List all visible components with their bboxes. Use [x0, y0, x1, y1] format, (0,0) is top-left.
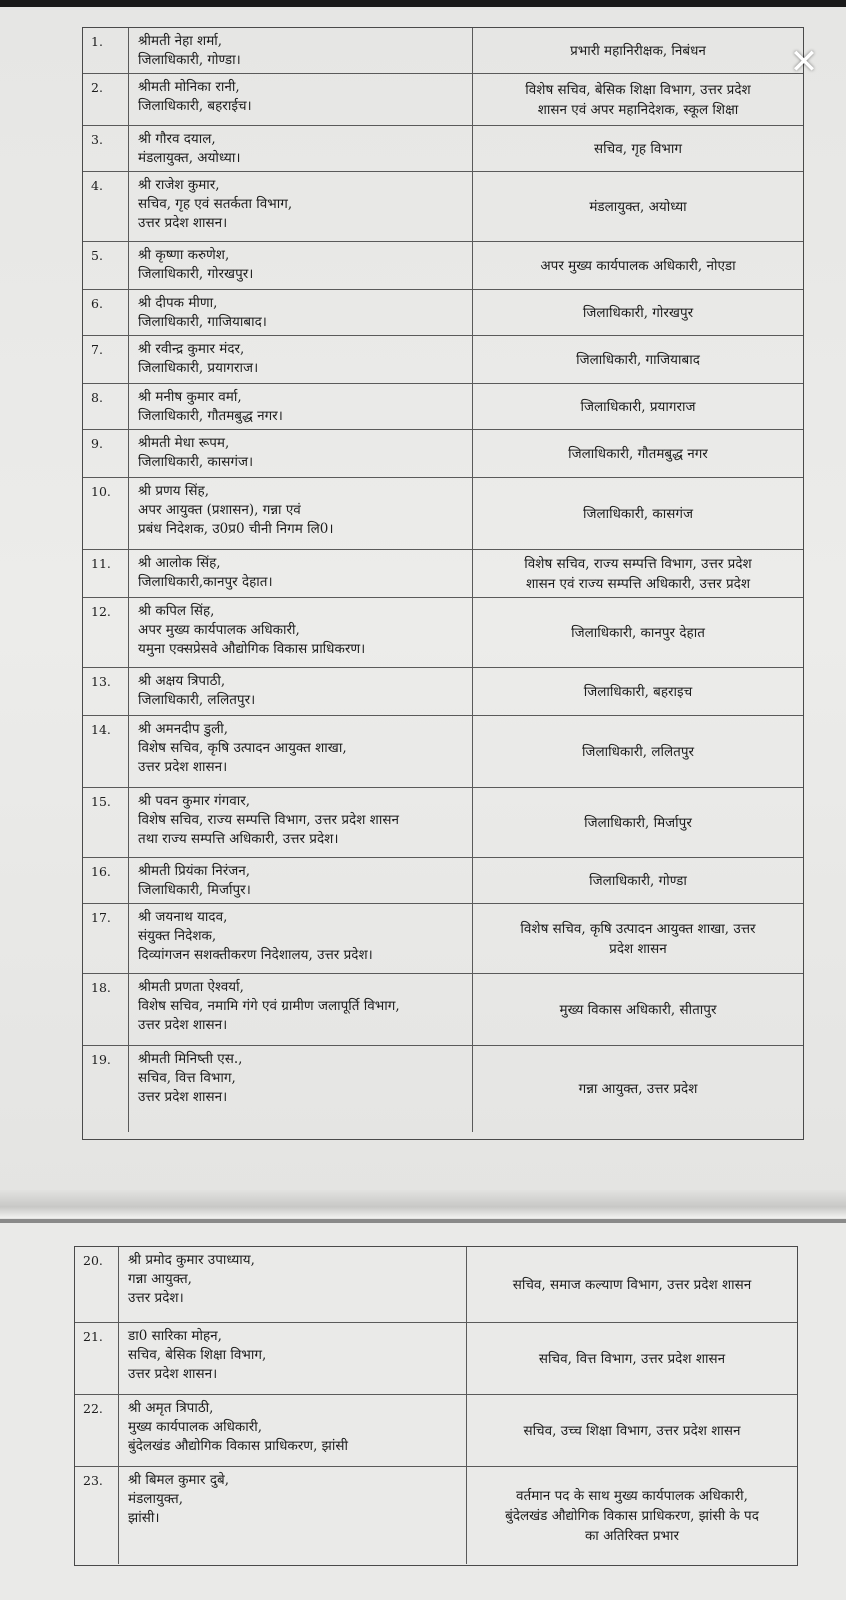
table-row	[83, 384, 803, 430]
table-row	[75, 1323, 797, 1395]
new-posting-cell	[473, 336, 803, 383]
serial-number-cell: 5.	[83, 242, 129, 289]
new-posting-text: वर्तमान पद के साथ मुख्य कार्यपालक अधिकारी, बुंदेलखंड औद्योगिक विकास प्राधिकरण, झांसी के पद का अतिरिक्त प्रभार	[505, 1487, 759, 1544]
table-row	[75, 1467, 797, 1564]
table-row	[83, 74, 803, 126]
table-row	[83, 788, 803, 858]
officer-detail-line: उत्तर प्रदेश।	[128, 1290, 184, 1306]
officer-detail-line: श्रीमती मिनिष्ती एस.,	[138, 1051, 243, 1067]
serial-number-cell: 17.	[83, 904, 129, 973]
serial-number-cell: 13.	[83, 668, 129, 715]
new-posting-text: सचिव, उच्च शिक्षा विभाग, उत्तर प्रदेश शासन	[523, 1422, 741, 1439]
new-posting-cell	[473, 28, 803, 73]
serial-number-cell: 23.	[75, 1467, 119, 1564]
new-posting-text: जिलाधिकारी, गोरखपुर	[582, 304, 694, 321]
new-posting-cell	[473, 858, 803, 903]
new-posting-cell	[467, 1395, 797, 1466]
officer-name-cell	[129, 550, 473, 597]
officer-detail-line: श्री रवीन्द्र कुमार मंदर,	[138, 341, 245, 357]
officer-detail-line: संयुक्त निदेशक,	[138, 928, 217, 944]
serial-number-cell: 2.	[83, 74, 129, 125]
officer-detail-line: श्रीमती प्रियंका निरंजन,	[138, 863, 251, 879]
serial-number-cell: 1.	[83, 28, 129, 73]
officer-detail-line: जिलाधिकारी, गोण्डा।	[138, 52, 241, 68]
new-posting-cell	[473, 598, 803, 667]
officer-name-cell	[129, 668, 473, 715]
new-posting-cell	[473, 788, 803, 857]
new-posting-cell	[473, 430, 803, 477]
new-posting-cell	[473, 1046, 803, 1132]
table-row	[83, 126, 803, 172]
officer-name-cell	[129, 1046, 473, 1132]
new-posting-text: विशेष सचिव, कृषि उत्पादन आयुक्त शाखा, उत्तर प्रदेश शासन	[520, 920, 756, 957]
officer-detail-line: झांसी।	[128, 1510, 160, 1526]
page-separator	[0, 1190, 846, 1218]
officer-detail-line: जिलाधिकारी, ललितपुर।	[138, 692, 256, 708]
new-posting-text: विशेष सचिव, राज्य सम्पत्ति विभाग, उत्तर प्रदेश शासन एवं राज्य सम्पत्ति अधिकारी, उत्तर प्रदेश	[524, 555, 752, 592]
officer-detail-line: तथा राज्य सम्पत्ति अधिकारी, उत्तर प्रदेश।	[138, 831, 339, 847]
officer-detail-line: श्री अमृत त्रिपाठी,	[128, 1400, 214, 1416]
officer-name-cell	[129, 384, 473, 429]
new-posting-text: विशेष सचिव, बेसिक शिक्षा विभाग, उत्तर प्रदेश शासन एवं अपर महानिदेशक, स्कूल शिक्षा	[525, 81, 751, 118]
officer-detail-line: बुंदेलखंड औद्योगिक विकास प्राधिकरण, झांसी	[128, 1438, 348, 1454]
officer-name-cell	[129, 126, 473, 171]
officer-name-cell	[129, 28, 473, 73]
new-posting-text: गन्ना आयुक्त, उत्तर प्रदेश	[578, 1081, 698, 1097]
new-posting-cell	[467, 1467, 797, 1564]
new-posting-text: मुख्य विकास अधिकारी, सीतापुर	[559, 1001, 717, 1018]
new-posting-cell	[467, 1247, 797, 1322]
officer-detail-line: श्री आलोक सिंह,	[138, 555, 221, 571]
officer-detail-line: श्रीमती मेधा रूपम,	[138, 435, 230, 451]
officer-detail-line: उत्तर प्रदेश शासन।	[138, 759, 228, 775]
officer-detail-line: जिलाधिकारी,कानपुर देहात।	[138, 574, 273, 590]
new-posting-text: अपर मुख्य कार्यपालक अधिकारी, नोएडा	[540, 257, 736, 274]
table-row	[83, 28, 803, 74]
officer-detail-line: विशेष सचिव, राज्य सम्पत्ति विभाग, उत्तर प्रदेश शासन	[138, 812, 399, 828]
close-viewer-button[interactable]: ✕	[789, 42, 819, 82]
officer-detail-line: श्री गौरव दयाल,	[138, 131, 216, 147]
new-posting-cell	[473, 384, 803, 429]
officer-name-cell	[129, 74, 473, 125]
serial-number-cell: 16.	[83, 858, 129, 903]
table-row	[83, 336, 803, 384]
table-row	[83, 430, 803, 478]
officer-detail-line: श्री दीपक मीणा,	[138, 295, 218, 311]
new-posting-text: जिलाधिकारी, कानपुर देहात	[571, 624, 705, 641]
officer-detail-line: श्रीमती मोनिका रानी,	[138, 79, 240, 95]
officer-detail-line: विशेष सचिव, नमामि गंगे एवं ग्रामीण जलापूर्ति विभाग,	[138, 998, 400, 1014]
table-row	[83, 550, 803, 598]
new-posting-cell	[473, 172, 803, 241]
new-posting-text: सचिव, वित्त विभाग, उत्तर प्रदेश शासन	[538, 1350, 726, 1367]
serial-number-cell: 20.	[75, 1247, 119, 1322]
new-posting-cell	[473, 904, 803, 973]
officer-name-cell	[129, 788, 473, 857]
serial-number-cell: 11.	[83, 550, 129, 597]
document-page-1	[0, 7, 846, 1219]
new-posting-cell	[467, 1323, 797, 1394]
officer-detail-line: डा0 सारिका मोहन,	[128, 1328, 222, 1344]
serial-number-cell: 4.	[83, 172, 129, 241]
officer-detail-line: श्री कपिल सिंह,	[138, 603, 215, 619]
new-posting-cell	[473, 242, 803, 289]
table-row	[83, 904, 803, 974]
officer-name-cell	[129, 478, 473, 549]
transfer-table-page-1	[82, 27, 804, 1140]
officer-detail-line: उत्तर प्रदेश शासन।	[138, 1017, 228, 1033]
officer-name-cell	[129, 974, 473, 1045]
new-posting-text: जिलाधिकारी, कासगंज	[582, 505, 694, 522]
officer-detail-line: उत्तर प्रदेश शासन।	[138, 215, 228, 231]
table-row	[75, 1395, 797, 1467]
document-page-2	[0, 1219, 846, 1600]
serial-number-cell: 14.	[83, 716, 129, 787]
table-row	[83, 1046, 803, 1132]
officer-detail-line: जिलाधिकारी, बहराईच।	[138, 98, 252, 114]
officer-name-cell	[119, 1247, 467, 1322]
officer-name-cell	[129, 598, 473, 667]
officer-detail-line: अपर आयुक्त (प्रशासन), गन्ना एवं	[138, 502, 301, 518]
table-row	[83, 668, 803, 716]
officer-detail-line: श्री मनीष कुमार वर्मा,	[138, 389, 242, 405]
serial-number-cell: 18.	[83, 974, 129, 1045]
officer-detail-line: श्री प्रणय सिंह,	[138, 483, 209, 499]
officer-name-cell	[129, 430, 473, 477]
new-posting-text: सचिव, समाज कल्याण विभाग, उत्तर प्रदेश शासन	[512, 1276, 752, 1293]
officer-detail-line: प्रबंध निदेशक, उ0प्र0 चीनी निगम लि0।	[138, 521, 334, 537]
new-posting-text: जिलाधिकारी, गोण्डा	[589, 872, 687, 889]
officer-detail-line: यमुना एक्सप्रेसवे औद्योगिक विकास प्राधिकरण।	[138, 641, 366, 657]
officer-name-cell	[129, 290, 473, 335]
serial-number-cell: 12.	[83, 598, 129, 667]
officer-name-cell	[129, 716, 473, 787]
officer-detail-line: सचिव, वित्त विभाग,	[138, 1070, 236, 1086]
officer-detail-line: श्री प्रमोद कुमार उपाध्याय,	[128, 1252, 255, 1268]
serial-number-cell: 22.	[75, 1395, 119, 1466]
officer-name-cell	[129, 336, 473, 383]
officer-detail-line: जिलाधिकारी, कासगंज।	[138, 454, 254, 470]
officer-detail-line: गन्ना आयुक्त,	[128, 1271, 192, 1287]
serial-number-cell: 3.	[83, 126, 129, 171]
serial-number-cell: 15.	[83, 788, 129, 857]
new-posting-cell	[473, 478, 803, 549]
officer-detail-line: श्री अमनदीप डुली,	[138, 721, 229, 737]
table-row	[83, 290, 803, 336]
serial-number-cell: 21.	[75, 1323, 119, 1394]
officer-name-cell	[119, 1467, 467, 1564]
new-posting-cell	[473, 74, 803, 125]
officer-name-cell	[129, 858, 473, 903]
officer-detail-line: जिलाधिकारी, मिर्जापुर।	[138, 882, 251, 898]
officer-detail-line: उत्तर प्रदेश शासन।	[128, 1366, 218, 1382]
new-posting-text: सचिव, गृह विभाग	[594, 140, 682, 157]
new-posting-text: जिलाधिकारी, मिर्जापुर	[584, 814, 692, 831]
new-posting-cell	[473, 668, 803, 715]
new-posting-cell	[473, 126, 803, 171]
new-posting-text: प्रभारी महानिरीक्षक, निबंधन	[570, 42, 706, 59]
officer-detail-line: जिलाधिकारी, गाजियाबाद।	[138, 314, 267, 330]
new-posting-cell	[473, 550, 803, 597]
officer-detail-line: श्री बिमल कुमार दुबे,	[128, 1472, 229, 1488]
serial-number-cell: 6.	[83, 290, 129, 335]
serial-number-cell: 7.	[83, 336, 129, 383]
new-posting-cell	[473, 716, 803, 787]
officer-detail-line: श्रीमती प्रणता ऐश्वर्या,	[138, 979, 244, 995]
table-row	[83, 974, 803, 1046]
officer-detail-line: जिलाधिकारी, गौतमबुद्ध नगर।	[138, 408, 283, 424]
officer-detail-line: जिलाधिकारी, प्रयागराज।	[138, 360, 259, 376]
officer-detail-line: श्रीमती नेहा शर्मा,	[138, 33, 223, 49]
officer-detail-line: अपर मुख्य कार्यपालक अधिकारी,	[138, 622, 300, 638]
officer-detail-line: सचिव, गृह एवं सतर्कता विभाग,	[138, 196, 293, 212]
viewer-top-bar	[0, 0, 846, 7]
table-row	[83, 172, 803, 242]
transfer-table-page-2	[74, 1246, 798, 1566]
new-posting-text: जिलाधिकारी, प्रयागराज	[580, 398, 696, 415]
officer-detail-line: दिव्यांगजन सशक्तीकरण निदेशालय, उत्तर प्रदेश।	[138, 947, 373, 963]
table-row	[83, 716, 803, 788]
page-edge-shadow	[0, 1219, 846, 1223]
officer-name-cell	[129, 242, 473, 289]
new-posting-text: जिलाधिकारी, बहराइच	[583, 683, 693, 700]
table-row	[75, 1247, 797, 1323]
table-row	[83, 242, 803, 290]
table-row	[83, 598, 803, 668]
officer-detail-line: श्री कृष्णा करुणेश,	[138, 247, 230, 263]
table-row	[83, 858, 803, 904]
table-row	[83, 478, 803, 550]
serial-number-cell: 8.	[83, 384, 129, 429]
officer-detail-line: उत्तर प्रदेश शासन।	[138, 1089, 228, 1105]
officer-detail-line: जिलाधिकारी, गोरखपुर।	[138, 266, 254, 282]
new-posting-text: जिलाधिकारी, गाजियाबाद	[576, 351, 700, 368]
new-posting-cell	[473, 290, 803, 335]
officer-detail-line: श्री जयनाथ यादव,	[138, 909, 228, 925]
serial-number-cell: 19.	[83, 1046, 129, 1132]
officer-detail-line: मंडलायुक्त,	[128, 1491, 183, 1507]
officer-detail-line: विशेष सचिव, कृषि उत्पादन आयुक्त शाखा,	[138, 740, 347, 756]
officer-name-cell	[119, 1395, 467, 1466]
officer-name-cell	[119, 1323, 467, 1394]
officer-name-cell	[129, 172, 473, 241]
serial-number-cell: 9.	[83, 430, 129, 477]
new-posting-text: जिलाधिकारी, गौतमबुद्ध नगर	[568, 445, 708, 462]
officer-name-cell	[129, 904, 473, 973]
officer-detail-line: मंडलायुक्त, अयोध्या।	[138, 150, 241, 166]
officer-detail-line: श्री अक्षय त्रिपाठी,	[138, 673, 226, 689]
officer-detail-line: सचिव, बेसिक शिक्षा विभाग,	[128, 1347, 267, 1363]
new-posting-text: जिलाधिकारी, ललितपुर	[581, 743, 695, 760]
new-posting-text: मंडलायुक्त, अयोध्या	[589, 198, 687, 215]
serial-number-cell: 10.	[83, 478, 129, 549]
officer-detail-line: मुख्य कार्यपालक अधिकारी,	[128, 1419, 263, 1435]
new-posting-cell	[473, 974, 803, 1045]
officer-detail-line: श्री पवन कुमार गंगवार,	[138, 793, 251, 809]
officer-detail-line: श्री राजेश कुमार,	[138, 177, 220, 193]
